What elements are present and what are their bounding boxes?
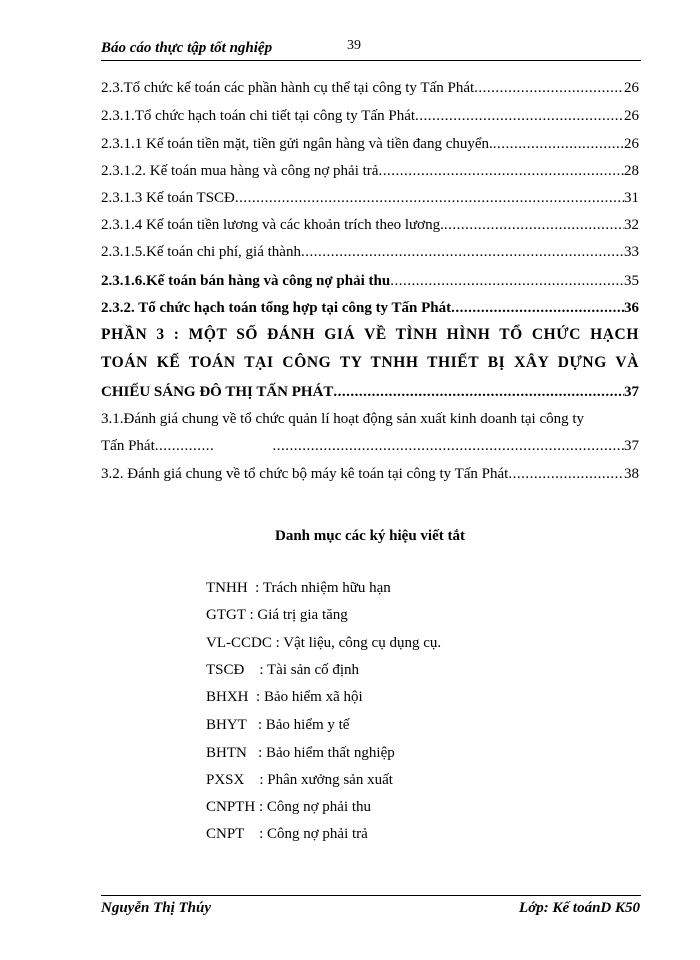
toc-entry-text: 2.3.1.1 Kế toán tiền mặt, tiền gửi ngân hàng và tiền đang chuyển.	[101, 136, 493, 152]
abbreviation-meaning: Giá trị gia tăng	[257, 607, 348, 623]
toc-entry-page: 38	[624, 466, 639, 482]
abbreviation-row	[206, 661, 359, 679]
toc-entry-page: 26	[624, 80, 639, 96]
abbreviation-term: BHTN	[206, 745, 247, 761]
abbreviation-row	[206, 744, 395, 762]
abbreviation-meaning: Phân xưởng sản xuất	[267, 772, 393, 788]
toc-leader-dots	[451, 299, 624, 317]
abbreviation-term: BHXH	[206, 689, 249, 705]
header-divider	[101, 60, 641, 61]
toc-entry-page: 36	[624, 300, 639, 316]
toc-leader-dots	[235, 189, 624, 207]
toc-entry	[101, 135, 639, 153]
toc-entry-text: 3.2. Đánh giá chung về tổ chức bộ máy kê toán tại công ty Tấn Phát	[101, 466, 509, 482]
abbreviation-meaning: Tài sản cố định	[267, 662, 360, 678]
abbreviation-meaning: Trách nhiệm hữu hạn	[262, 580, 391, 596]
abbreviation-separator: :	[244, 772, 268, 788]
toc-entry-page: 32	[624, 217, 639, 233]
abbreviation-separator: :	[244, 662, 267, 678]
toc-entry	[101, 299, 639, 317]
abbreviation-meaning: Công nợ phải trả	[267, 826, 368, 842]
toc-leader-dots	[301, 243, 624, 261]
toc-leader-dots	[390, 272, 624, 290]
abbreviation-separator: :	[245, 607, 258, 623]
toc-entry	[101, 243, 639, 261]
toc-entry-page: 37	[624, 384, 639, 400]
toc-entry	[101, 216, 639, 234]
abbreviation-row	[206, 579, 391, 597]
abbreviation-separator: :	[246, 717, 266, 733]
section-3-1-line-2	[101, 437, 639, 455]
toc-leader-dots	[474, 79, 624, 97]
toc-entry-page: 31	[624, 190, 639, 206]
abbreviation-term: GTGT	[206, 607, 246, 623]
abbreviation-term: VL-CCDC	[206, 635, 272, 651]
toc-entry-text: 2.3.1.2. Kế toán mua hàng và công nợ phải trả	[101, 163, 379, 179]
page-number: 39	[347, 38, 361, 53]
abbreviation-row	[206, 771, 393, 789]
toc-entry	[101, 272, 639, 290]
toc-entry-text: 2.3.Tổ chức kế toán các phần hành cụ thể tại công ty Tấn Phát	[101, 80, 475, 96]
toc-entry-text: 2.3.1.5.Kế toán chi phí, giá thành	[101, 244, 301, 260]
abbreviation-row	[206, 688, 363, 706]
toc-entry-page: 35	[624, 273, 639, 289]
toc-entry-text: 2.3.2. Tổ chức hạch toán tổng hợp tại công ty Tấn Phát	[101, 300, 452, 316]
abbreviation-term: TSCĐ	[206, 662, 245, 678]
toc-leader-dots	[155, 437, 215, 455]
toc-entry-page: 28	[624, 163, 639, 179]
toc-entry-page: 33	[624, 244, 639, 260]
abbreviation-meaning: Bảo hiểm xã hội	[263, 689, 363, 705]
toc-entry-page: 26	[624, 136, 639, 152]
toc-entry	[101, 465, 639, 483]
abbreviation-separator: :	[244, 826, 267, 842]
abbreviation-row	[206, 634, 441, 652]
toc-leader-dots	[415, 107, 624, 125]
toc-entry-page: 37	[624, 438, 639, 454]
abbreviation-term: CNPTH	[206, 799, 256, 815]
part3-heading-line-2: TOÁN KẾ TOÁN TẠI CÔNG TY TNHH THIẾT BỊ XÂY DỰNG VÀ	[101, 354, 639, 371]
toc-leader-dots	[444, 216, 624, 234]
part3-heading-line-1: PHẦN 3 : MỘT SỐ ĐÁNH GIÁ VỀ TÌNH HÌNH TỔ CHỨC HẠCH	[101, 326, 639, 343]
part3-heading-line-3	[101, 383, 639, 401]
abbreviation-meaning: Bảo hiểm thất nghiệp	[266, 745, 395, 761]
section-3-1-line-1: 3.1.Đánh giá chung về tổ chức quản lí hoạt động sản xuất kinh doanh tại công ty	[101, 411, 585, 427]
toc-entry	[101, 189, 639, 207]
abbreviation-row	[206, 798, 371, 816]
abbreviation-term: TNHH	[206, 580, 248, 596]
abbreviation-row	[206, 606, 348, 624]
abbreviations-title: Danh mục các ký hiệu viết tắt	[275, 528, 465, 544]
toc-leader-dots	[273, 437, 625, 455]
document-header-title: Báo cáo thực tập tốt nghiệp	[101, 40, 273, 56]
toc-entry-page: 26	[624, 108, 639, 124]
toc-entry-text: CHIẾU SÁNG ĐÔ THỊ TẤN PHÁT	[101, 384, 334, 400]
toc-entry-text: Tấn Phát	[101, 438, 155, 454]
toc-entry-text: 2.3.1.Tổ chức hạch toán chi tiết tại công ty Tấn Phát	[101, 108, 416, 124]
footer-class: Lớp: Kế toánD K50	[519, 900, 640, 916]
abbreviation-separator: :	[247, 580, 263, 596]
abbreviation-meaning: Công nợ phải thu	[266, 799, 372, 815]
abbreviation-meaning: Vật liệu, công cụ dụng cụ.	[283, 635, 442, 651]
toc-entry-text: 2.3.1.6.Kế toán bán hàng và công nợ phải thu	[101, 273, 391, 289]
abbreviation-row	[206, 716, 349, 734]
footer-author: Nguyễn Thị Thúy	[101, 900, 212, 916]
abbreviation-separator: :	[246, 745, 267, 761]
abbreviation-term: PXSX	[206, 772, 245, 788]
toc-leader-dots	[378, 162, 624, 180]
toc-entry-text: 2.3.1.4 Kế toán tiền lương và các khoản trích theo lương.	[101, 217, 444, 233]
abbreviation-separator: :	[248, 689, 264, 705]
abbreviation-separator: :	[271, 635, 284, 651]
toc-entry	[101, 162, 639, 180]
footer-divider	[101, 895, 641, 896]
abbreviation-row	[206, 825, 368, 843]
toc-entry-text: 2.3.1.3 Kế toán TSCĐ	[101, 190, 235, 206]
abbreviation-separator: :	[255, 799, 267, 815]
toc-entry	[101, 79, 639, 97]
abbreviation-meaning: Bảo hiểm y tế	[265, 717, 350, 733]
toc-leader-dots	[508, 465, 624, 483]
toc-leader-dots	[493, 135, 624, 153]
toc-leader-dots	[333, 383, 624, 401]
toc-entry	[101, 107, 639, 125]
abbreviation-term: CNPT	[206, 826, 245, 842]
abbreviation-term: BHYT	[206, 717, 247, 733]
